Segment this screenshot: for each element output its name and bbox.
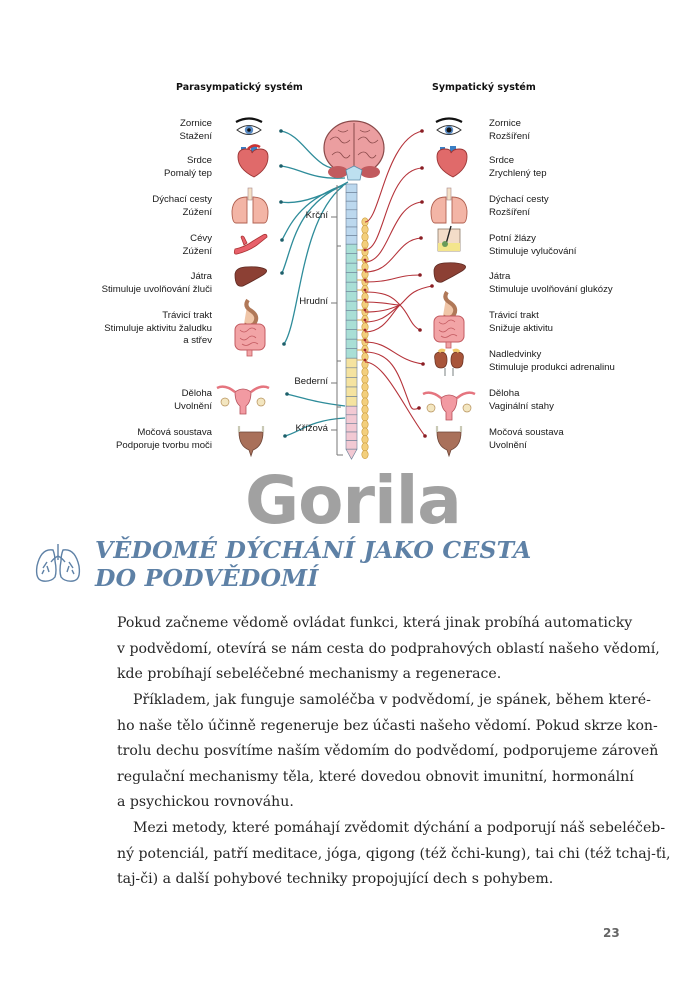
ganglion bbox=[362, 368, 368, 376]
liver-icon bbox=[434, 263, 466, 283]
sacral-vertebra bbox=[346, 406, 357, 415]
thoracic-vertebra bbox=[346, 244, 357, 254]
liver-icon bbox=[235, 267, 267, 287]
thoracic-vertebra bbox=[346, 349, 357, 359]
ganglion-node bbox=[364, 289, 367, 292]
nervous-system-diagram bbox=[0, 0, 700, 480]
nerve-sweat bbox=[365, 238, 421, 272]
sweat-glands-icon bbox=[438, 226, 460, 251]
segment-label-sacral: Křížová bbox=[295, 423, 328, 434]
sympathetic-endpoints bbox=[417, 129, 434, 438]
cervical-vertebra bbox=[346, 193, 357, 202]
parasympathetic-title: Parasympatický systém bbox=[176, 82, 303, 93]
cervical-vertebra bbox=[346, 201, 357, 210]
sacral-vertebra bbox=[346, 415, 357, 424]
para-label-liver: Játra Stimuluje uvolňování žluči bbox=[101, 271, 212, 295]
cervical-vertebra bbox=[346, 218, 357, 227]
segment-label-thoracic: Hrudní bbox=[299, 296, 328, 307]
para-label-lungs: Dýchací cesty Zúžení bbox=[152, 194, 212, 218]
symp-label-lungs: Dýchací cesty Rozšíření bbox=[489, 194, 549, 218]
spinal-column bbox=[346, 184, 357, 459]
digestive-tract-icon bbox=[434, 292, 464, 348]
thoracic-vertebra bbox=[346, 292, 357, 302]
digestive-tract-icon bbox=[235, 300, 265, 356]
diagram-graphics bbox=[0, 0, 700, 480]
paragraph-2: Příkladem, jak funguje samoléčba v podvědomí, je spánek, během které- ho naše tělo účinně regeneruje bez účasti našeho vědomí. Pokud skrze kon- trolu dechu posvítíme naším vědomím do podvědomí, podporujeme zároveň regulační mechanismy těla, které dovedou obnovit imunitní, hormonální a psychickou rovnováhu. bbox=[117, 692, 659, 811]
lumbar-vertebra bbox=[346, 397, 357, 407]
heart-icon bbox=[238, 145, 268, 177]
nerve-bladder bbox=[365, 362, 425, 436]
cervical-vertebra bbox=[346, 227, 357, 236]
ganglion-node bbox=[364, 279, 367, 282]
section-heading: VĚDOMÉ DÝCHÁNÍ JAKO CESTA DO PODVĚDOMÍ bbox=[95, 536, 532, 592]
ganglion-node bbox=[364, 269, 367, 272]
ganglion-node bbox=[364, 259, 367, 262]
ganglion bbox=[362, 225, 368, 233]
page-number: 23 bbox=[603, 926, 620, 940]
ganglion bbox=[362, 398, 368, 406]
cervical-vertebra bbox=[346, 184, 357, 193]
symp-label-sweat-glands: Potní žlázy Stimuluje vylučování bbox=[489, 233, 577, 257]
ganglion-node bbox=[364, 359, 367, 362]
ganglion-node bbox=[364, 349, 367, 352]
ganglion-node bbox=[364, 309, 367, 312]
segment-label-cervical: Krční bbox=[305, 210, 328, 221]
paragraph-3: Mezi metody, které pomáhají zvědomit dýchání a podporují náš sebeléčeb- ný potenciál, patří meditace, jóga, qigong (též čchi-kung), tai chi (též tchaj-ťi, taj-či) a další pohybové techniky propojující dech s pohybem. bbox=[117, 820, 671, 888]
nerve-heart bbox=[365, 168, 422, 250]
ganglion bbox=[362, 240, 368, 248]
cervical-vertebra bbox=[346, 236, 357, 245]
nerve-stomach bbox=[400, 286, 432, 305]
eye-icon bbox=[236, 119, 262, 135]
para-label-vessels: Cévy Zúžení bbox=[182, 233, 212, 257]
ganglion bbox=[362, 420, 368, 428]
nerve-lungs bbox=[365, 202, 422, 262]
ganglion-node bbox=[364, 319, 367, 322]
symp-label-uterus: Děloha Vaginální stahy bbox=[489, 388, 554, 412]
thoracic-vertebra bbox=[346, 311, 357, 321]
symp-label-liver: Játra Stimuluje uvolňování glukózy bbox=[489, 271, 613, 295]
segment-brackets bbox=[331, 185, 343, 455]
ganglion bbox=[362, 428, 368, 436]
bladder-icon bbox=[437, 426, 461, 456]
ganglion bbox=[362, 435, 368, 443]
para-label-bladder: Močová soustava Podporuje tvorbu moči bbox=[116, 427, 212, 451]
nerve-uterus bbox=[287, 394, 345, 406]
ganglion bbox=[362, 405, 368, 413]
lumbar-vertebra bbox=[346, 368, 357, 378]
blood-vessel-icon bbox=[234, 234, 267, 254]
thoracic-vertebra bbox=[346, 330, 357, 340]
symp-label-heart: Srdce Zrychlený tep bbox=[489, 155, 547, 179]
symp-label-bladder: Močová soustava Uvolnění bbox=[489, 427, 564, 451]
thoracic-vertebra bbox=[346, 263, 357, 273]
ganglion bbox=[362, 383, 368, 391]
ganglion-node bbox=[364, 329, 367, 332]
eye-icon bbox=[436, 119, 462, 135]
lumbar-vertebra bbox=[346, 358, 357, 368]
sympathetic-ganglion-chain bbox=[357, 218, 368, 459]
thoracic-vertebra bbox=[346, 301, 357, 311]
coccyx bbox=[346, 449, 357, 459]
thoracic-vertebra bbox=[346, 320, 357, 330]
thoracic-vertebra bbox=[346, 282, 357, 292]
para-label-uterus: Děloha Uvolnění bbox=[174, 388, 212, 412]
watermark-logo: Gorila bbox=[245, 462, 461, 539]
symp-label-eye: Zornice Rozšíření bbox=[489, 118, 531, 142]
adrenal-glands-icon bbox=[435, 350, 464, 376]
ganglion bbox=[362, 375, 368, 383]
thoracic-vertebra bbox=[346, 254, 357, 264]
thoracic-vertebra bbox=[346, 339, 357, 349]
sacral-vertebra bbox=[346, 441, 357, 450]
ganglion-node bbox=[364, 299, 367, 302]
ganglion bbox=[362, 450, 368, 458]
ganglion bbox=[362, 413, 368, 421]
lumbar-vertebra bbox=[346, 377, 357, 387]
sacral-vertebra bbox=[346, 423, 357, 432]
ganglion-node bbox=[364, 339, 367, 342]
para-label-eye: Zornice Stažení bbox=[179, 118, 212, 142]
lungs-icon bbox=[232, 188, 268, 223]
symp-label-adrenal: Nadledvinky Stimuluje produkci adrenalinu bbox=[489, 349, 615, 373]
cervical-vertebra bbox=[346, 210, 357, 219]
heart-icon bbox=[437, 146, 467, 177]
lumbar-vertebra bbox=[346, 387, 357, 397]
uterus-icon bbox=[217, 387, 269, 414]
para-label-heart: Srdce Pomalý tep bbox=[164, 155, 212, 179]
bladder-icon bbox=[239, 426, 263, 456]
nerve-intestine bbox=[400, 305, 420, 330]
ganglion bbox=[362, 443, 368, 451]
para-label-digestive: Trávicí trakt Stimuluje aktivitu žaludku a střev bbox=[104, 310, 212, 346]
symp-label-digestive: Trávicí trakt Snižuje aktivitu bbox=[489, 310, 553, 334]
lungs-icon bbox=[33, 540, 83, 586]
lungs-icon bbox=[431, 188, 467, 223]
segment-label-lumbar: Bederní bbox=[294, 376, 328, 387]
parasympathetic-endpoints bbox=[279, 129, 289, 438]
sympathetic-title: Sympatický systém bbox=[432, 82, 536, 93]
ganglion bbox=[362, 233, 368, 241]
ganglion bbox=[362, 390, 368, 398]
brain-icon bbox=[324, 121, 384, 180]
paragraph-1: Pokud začneme vědomě ovládat funkci, která jinak probíhá automaticky v podvědomí, otevírá se nám cesta do podprahových oblastí našeho vědomí, kde probíhají sebeléčebné mechanismy a regenerace. bbox=[117, 615, 660, 683]
uterus-icon bbox=[423, 393, 475, 420]
thoracic-vertebra bbox=[346, 273, 357, 283]
sacral-vertebra bbox=[346, 432, 357, 441]
